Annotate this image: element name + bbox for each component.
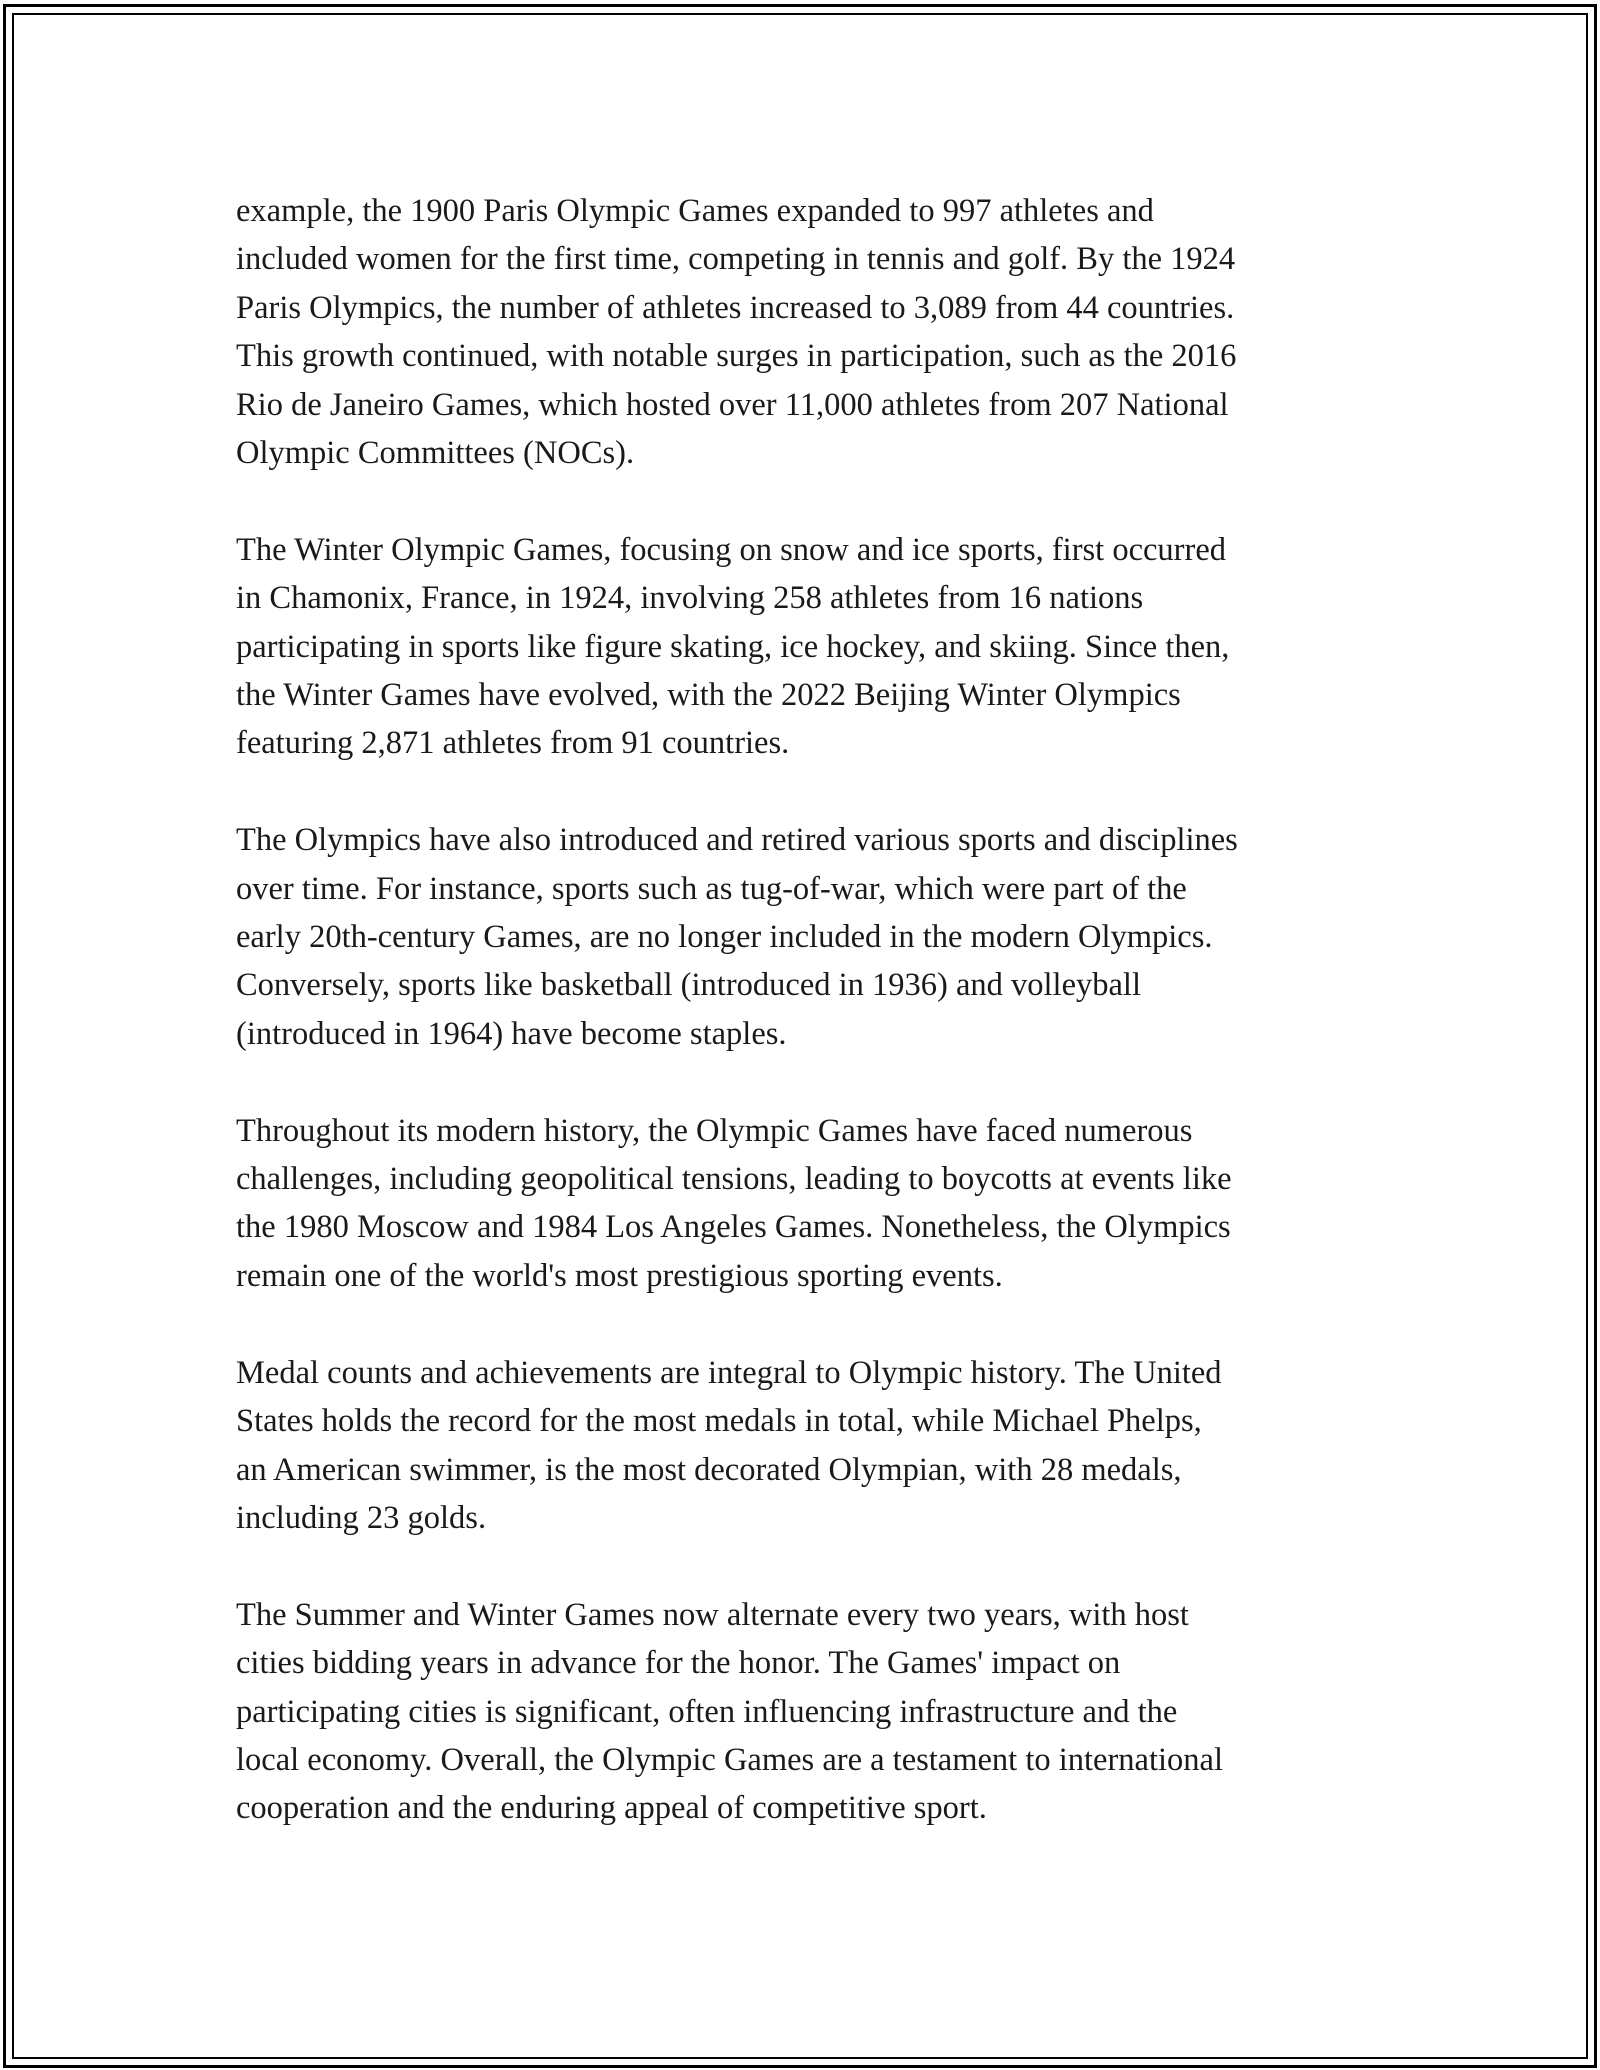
document-body — [236, 187, 1376, 1881]
paragraph-challenges: Throughout its modern history, the Olympic Games have faced numerous challenges, including geopolitical tensions, leading to boycotts at events like the 1980 Moscow and 1984 Los Angeles Games. Nonetheless, the Olympics remain one of the world's most prestigious sporting events. — [236, 1112, 1232, 1294]
paragraph-winter-olympics: The Winter Olympic Games, focusing on snow and ice sports, first occurred in Chamonix, France, in 1924, involving 258 athletes from 16 nations participating in sports like figure skating, ice hockey, and skiing. Since then, the Winter Games have evolved, with the 2022 Beijing Winter Olympics featuring 2,871 athletes from 91 countries. — [236, 531, 1230, 762]
paragraph-sports-changes: The Olympics have also introduced and retired various sports and disciplines over time. For instance, sports such as tug-of-war, which were part of the early 20th-century Games, are no longer included in the modern Olympics. Conversely, sports like basketball (introduced in 1936) and volleyball (introduced in 1964) have become staples. — [236, 822, 1238, 1052]
paragraph-olympic-growth: example, the 1900 Paris Olympic Games expanded to 997 athletes and included women for the first time, competing in tennis and golf. By the 1924 Paris Olympics, the number of athletes increased to 3,089 from 44 countries. This growth continued, with notable surges in participation, such as the 2016 Rio de Janeiro Games, which hosted over 11,000 athletes from 207 National Olympic Committees (NOCs). — [236, 193, 1237, 472]
paragraph-summer-winter-alternation: The Summer and Winter Games now alternate every two years, with host cities bidding years in advance for the honor. The Games' impact on participating cities is significant, often influencing infrastructure and the local economy. Overall, the Olympic Games are a testament to international cooperation and the enduring appeal of competitive sport. — [236, 1596, 1223, 1827]
paragraph-medal-counts: Medal counts and achievements are integral to Olympic history. The United States holds the record for the most medals in total, while Michael Phelps, an American swimmer, is the most decorated Olympian, with 28 medals, including 23 golds. — [236, 1354, 1222, 1536]
